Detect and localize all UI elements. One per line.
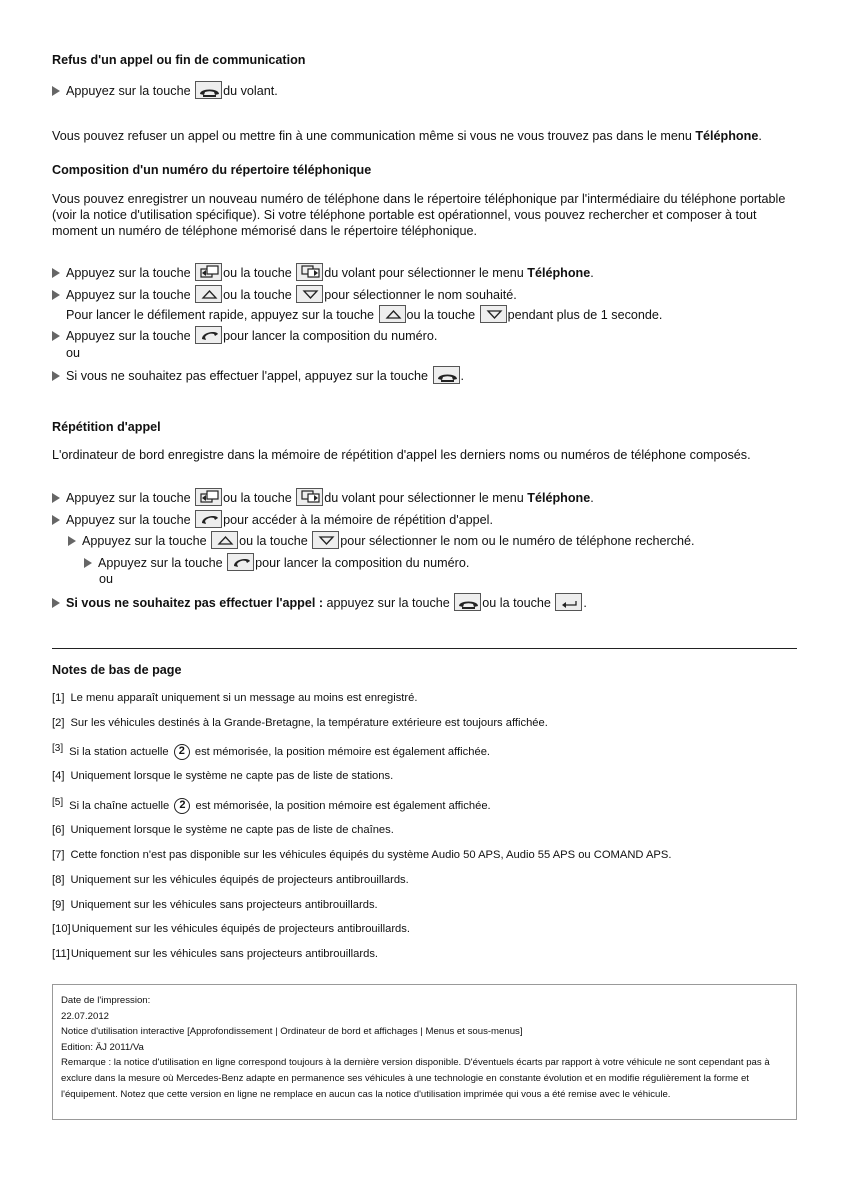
step-dial-number: Appuyez sur la touche pour lancer la composition du numéro. <box>52 326 437 344</box>
footnote-6: [6] Uniquement lorsque le système ne capte pas de liste de chaînes. <box>52 824 394 836</box>
step-select-telephone-menu-2: Appuyez sur la touche ou la touche du volant pour sélectionner le menu Téléphone. <box>52 488 594 506</box>
print-date: 22.07.2012 <box>61 1010 110 1022</box>
footnote-5: [5] Si la chaîne actuelle 2 est mémorisée, la position mémoire est également affichée. <box>52 797 491 812</box>
up-arrow-key-icon <box>211 531 238 549</box>
footnote-7: [7] Cette fonction n'est pas disponible sur les véhicules équipés du système Audio 50 APS, Audio 55 APS ou COMAND APS. <box>52 849 672 861</box>
down-arrow-key-icon <box>480 305 507 323</box>
heading-refus-appel: Refus d'un appel ou fin de communication <box>52 53 306 67</box>
heading-repetition: Répétition d'appel <box>52 420 161 434</box>
footnote-3: [3] Si la station actuelle 2 est mémorisée, la position mémoire est également affichée. <box>52 743 491 758</box>
bullet-triangle-icon <box>84 558 92 568</box>
or-text-2: ou <box>99 572 114 586</box>
next-page-key-icon <box>296 263 323 281</box>
previous-page-key-icon <box>195 263 222 281</box>
hang-up-key-icon <box>433 366 460 384</box>
hang-up-key-icon <box>454 593 481 611</box>
bullet-triangle-icon <box>52 371 60 381</box>
bullet-triangle-icon <box>68 536 76 546</box>
print-info-box <box>52 984 797 1120</box>
print-date-label: Date de l'impression: <box>61 995 151 1006</box>
circled-number-icon: 2 <box>174 798 190 814</box>
down-arrow-key-icon <box>312 531 339 549</box>
footnote-1: [1] Le menu apparaît uniquement si un message au moins est enregistré. <box>52 692 418 704</box>
bullet-triangle-icon <box>52 268 60 278</box>
next-page-key-icon <box>296 488 323 506</box>
circled-number-icon: 2 <box>174 744 190 760</box>
footnote-2: [2] Sur les véhicules destinés à la Grande-Bretagne, la température extérieure est toujours affichée. <box>52 717 548 729</box>
up-arrow-key-icon <box>379 305 406 323</box>
step-select-name: Appuyez sur la touche ou la touche pour sélectionner le nom souhaité. <box>52 285 517 303</box>
repetition-paragraph: L'ordinateur de bord enregistre dans la mémoire de répétition d'appel les derniers noms ou numéros de téléphone composés. <box>52 448 751 462</box>
bullet-triangle-icon <box>52 493 60 503</box>
bullet-triangle-icon <box>52 290 60 300</box>
composition-paragraph: Vous pouvez enregistrer un nouveau numéro de téléphone dans le répertoire téléphonique par l'intermédiaire du téléphone portable (voir la notice d'utilisation spécifique). Si votre téléphone portable est opérationnel, vous pouvez rechercher et composer à tout moment un numéro de téléphone mémorisé dans le répertoire téléphonique. <box>52 192 786 238</box>
call-key-icon <box>195 510 222 528</box>
step-cancel-call-2: Si vous ne souhaitez pas effectuer l'appel : appuyez sur la touche ou la touche . <box>52 593 587 611</box>
footnote-10: [10]Uniquement sur les véhicules équipés de projecteurs antibrouillards. <box>52 923 410 935</box>
call-key-icon <box>195 326 222 344</box>
back-key-icon <box>555 593 582 611</box>
step-select-number: Appuyez sur la touche ou la touche pour sélectionner le nom ou le numéro de téléphone recherché. <box>68 531 695 549</box>
hang-up-key-icon <box>195 81 222 99</box>
step-hang-up: Appuyez sur la touche du volant. <box>52 81 278 99</box>
or-text: ou <box>66 346 81 360</box>
call-key-icon <box>227 553 254 571</box>
step-select-telephone-menu: Appuyez sur la touche ou la touche du volant pour sélectionner le menu Téléphone. <box>52 263 594 281</box>
step-open-redial-memory: Appuyez sur la touche pour accéder à la mémoire de répétition d'appel. <box>52 510 493 528</box>
heading-composition: Composition d'un numéro du répertoire téléphonique <box>52 163 372 177</box>
divider <box>52 648 797 649</box>
footnote-11: [11]Uniquement sur les véhicules sans projecteurs antibrouillards. <box>52 948 379 960</box>
print-source: Notice d'utilisation interactive [Approfondissement | Ordinateur de bord et affichages | Menus et sous-menus] <box>61 1026 523 1038</box>
bullet-triangle-icon <box>52 515 60 525</box>
bullet-triangle-icon <box>52 598 60 608</box>
footnote-9: [9] Uniquement sur les véhicules sans projecteurs antibrouillards. <box>52 899 378 911</box>
fast-scroll-hint: Pour lancer le défilement rapide, appuyez sur la touche ou la touche pendant plus de 1 seconde. <box>66 305 662 323</box>
down-arrow-key-icon <box>296 285 323 303</box>
footnotes-heading: Notes de bas de page <box>52 663 182 677</box>
footnote-4: [4] Uniquement lorsque le système ne capte pas de liste de stations. <box>52 770 394 782</box>
previous-page-key-icon <box>195 488 222 506</box>
refuse-call-paragraph: Vous pouvez refuser un appel ou mettre fin à une communication même si vous ne vous trouvez pas dans le menu Téléphone. <box>52 129 762 143</box>
footnote-8: [8] Uniquement sur les véhicules équipés de projecteurs antibrouillards. <box>52 874 409 886</box>
step-dial-number-2: Appuyez sur la touche pour lancer la composition du numéro. <box>84 553 469 571</box>
print-remark: Remarque : la notice d'utilisation en ligne correspond toujours à la dernière version disponible. D'éventuels écarts par rapport à votre véhicule ne sont cependant pas à exclure dans la mesure où Mercedes-Benz adapte en permanence ses véhicules à une technologie en constante évolution et en modifie régulièrement la forme et l'équipement. Notez que cette version en ligne ne remplace en aucun cas la notice d'utilisation imprimée qui vous a été remise avec le véhicule. <box>61 1057 770 1100</box>
bullet-triangle-icon <box>52 331 60 341</box>
up-arrow-key-icon <box>195 285 222 303</box>
print-edition: Edition: ÄJ 2011/Va <box>61 1041 144 1053</box>
step-cancel-call: Si vous ne souhaitez pas effectuer l'appel, appuyez sur la touche . <box>52 366 464 384</box>
bullet-triangle-icon <box>52 86 60 96</box>
